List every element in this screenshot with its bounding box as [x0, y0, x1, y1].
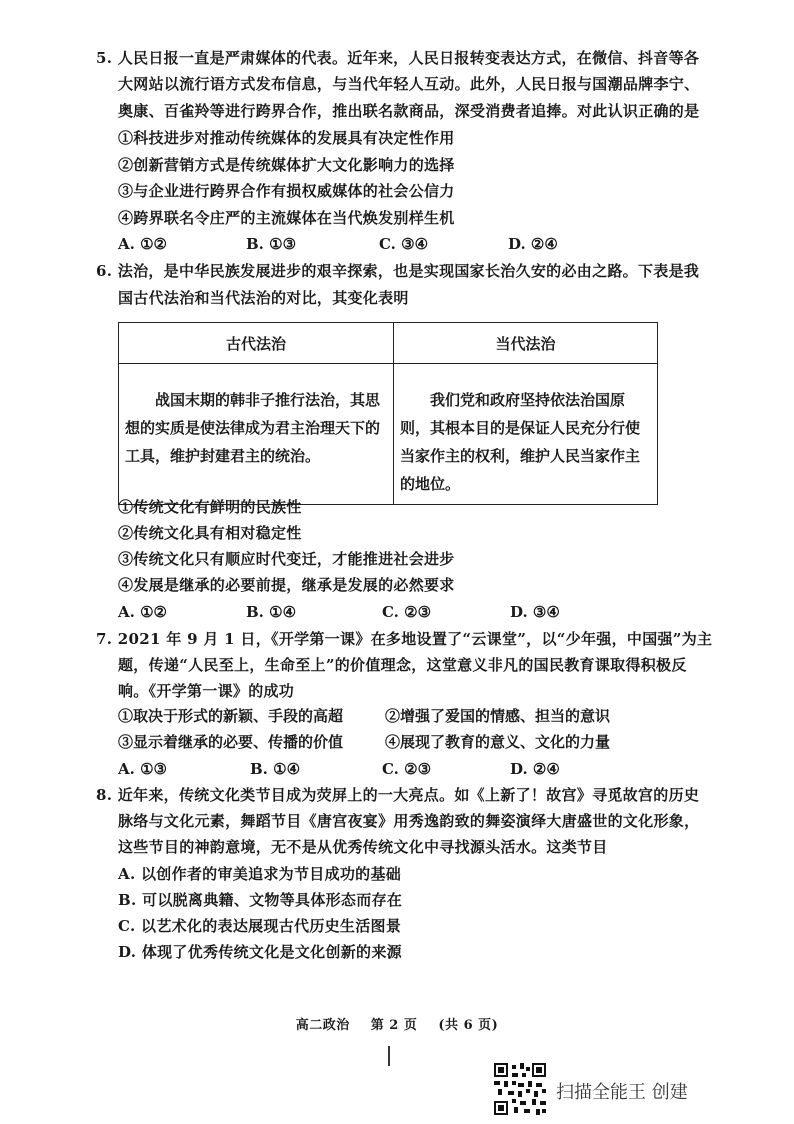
q5-statement-3: ③与企业进行跨界合作有损权威媒体的社会公信力 — [118, 182, 455, 200]
q8-option-c: C. 以艺术化的表达展现古代历史生活图景 — [118, 917, 402, 935]
table-cell-modern: 我们党和政府坚持依法治国原则，其根本目的是保证人民充分行使当家作主的权利，维护人民当家作主的地位。 — [394, 364, 658, 505]
q5-statement-2: ②创新营销方式是传统媒体扩大文化影响力的选择 — [118, 156, 455, 174]
q7-stem-line-1: 7. 2021 年 9 月 1 日，《开学第一课》在多地设置了“云课堂”，以“少年强，中国强”为主 — [96, 630, 713, 648]
q7-statement-4: ④展现了教育的意义、文化的力量 — [385, 733, 611, 751]
q8-option-b: B. 可以脱离典籍、文物等具体形态而存在 — [118, 891, 403, 909]
q7-option-b: B. ①④ — [250, 760, 301, 778]
q8-stem-line-1: 8. 近年来，传统文化类节目成为荧屏上的一大亮点。如《上新了！故宫》寻觅故宫的历史 — [96, 786, 700, 804]
q7-option-a: A. ①③ — [118, 760, 167, 778]
q6-statement-3: ③传统文化只有顺应时代变迁，才能推进社会进步 — [118, 550, 455, 568]
q7-stem-line-3: 响。《开学第一课》的成功 — [118, 682, 295, 700]
q7-statement-1: ①取决于形式的新颖、手段的高超 — [118, 707, 344, 725]
q8-stem-line-2: 脉络与文化元素，舞蹈节目《唐宫夜宴》用秀逸韵致的舞姿演绎大唐盛世的文化形象， — [118, 812, 700, 830]
q5-stem-line-3: 奥康、百雀羚等进行跨界合作，推出联名款商品，深受消费者追捧。对此认识正确的是 — [118, 102, 700, 120]
table-header-modern: 当代法治 — [394, 323, 658, 364]
q6-option-a: A. ①② — [118, 603, 167, 621]
law-comparison-table — [118, 322, 658, 505]
q5-statement-1: ①科技进步对推动传统媒体的发展具有决定性作用 — [118, 129, 455, 147]
q6-option-c: C. ②③ — [382, 603, 432, 621]
q7-option-c: C. ②③ — [382, 760, 432, 778]
q7-option-d: D. ②④ — [510, 760, 560, 778]
qr-code-icon — [494, 1063, 546, 1115]
q7-statement-2: ②增强了爱国的情感、担当的意识 — [385, 707, 611, 725]
footer-total-pages: (共 6 页) — [438, 1018, 499, 1033]
page-footer — [0, 1014, 794, 1033]
q6-statement-4: ④发展是继承的必要前提，继承是发展的必然要求 — [118, 576, 455, 594]
q5-option-b: B. ①③ — [246, 235, 297, 253]
q6-stem-line-1: 6. 法治，是中华民族发展进步的艰辛探索，也是实现国家长治久安的必由之路。下表是我 — [96, 262, 700, 280]
q5-statement-4: ④跨界联名令庄严的主流媒体在当代焕发别样生机 — [118, 209, 455, 227]
q5-option-c: C. ③④ — [379, 235, 429, 253]
q5-option-a: A. ①② — [118, 235, 167, 253]
footer-subject: 高二政治 — [295, 1018, 350, 1033]
page-mark — [388, 1046, 390, 1066]
q5-stem-line-1: 5. 人民日报一直是严肃媒体的代表。近年来，人民日报转变表达方式，在微信、抖音等各 — [96, 49, 700, 67]
q6-option-b: B. ①④ — [246, 603, 297, 621]
q7-stem-line-2: 题，传递“人民至上，生命至上”的价值理念，这堂意义非凡的国民教育课取得积极反 — [118, 656, 687, 674]
table-cell-ancient: 战国末期的韩非子推行法治，其思想的实质是使法律成为君主治理天下的工具，维护封建君主的统治。 — [119, 364, 394, 505]
q8-option-d: D. 体现了优秀传统文化是文化创新的来源 — [118, 943, 402, 961]
q5-option-d: D. ②④ — [508, 235, 558, 253]
footer-page-number: 第 2 页 — [370, 1018, 418, 1033]
table-header-ancient: 古代法治 — [119, 323, 394, 364]
scanner-watermark: 扫描全能王 创建 — [556, 1082, 688, 1103]
q8-option-a: A. 以创作者的审美追求为节目成功的基础 — [118, 865, 402, 883]
q6-option-d: D. ③④ — [510, 603, 560, 621]
q6-statement-1: ①传统文化有鲜明的民族性 — [118, 498, 302, 516]
q5-stem-line-2: 大网站以流行语方式发布信息，与当代年轻人互动。此外，人民日报与国潮品牌李宁、 — [118, 75, 700, 93]
q6-statement-2: ②传统文化具有相对稳定性 — [118, 524, 302, 542]
q8-stem-line-3: 这些节目的神韵意境，无不是从优秀传统文化中寻找源头活水。这类节目 — [118, 838, 608, 856]
q6-stem-line-2: 国古代法治和当代法治的对比，其变化表明 — [118, 289, 409, 307]
q7-statement-3: ③显示着继承的必要、传播的价值 — [118, 733, 344, 751]
